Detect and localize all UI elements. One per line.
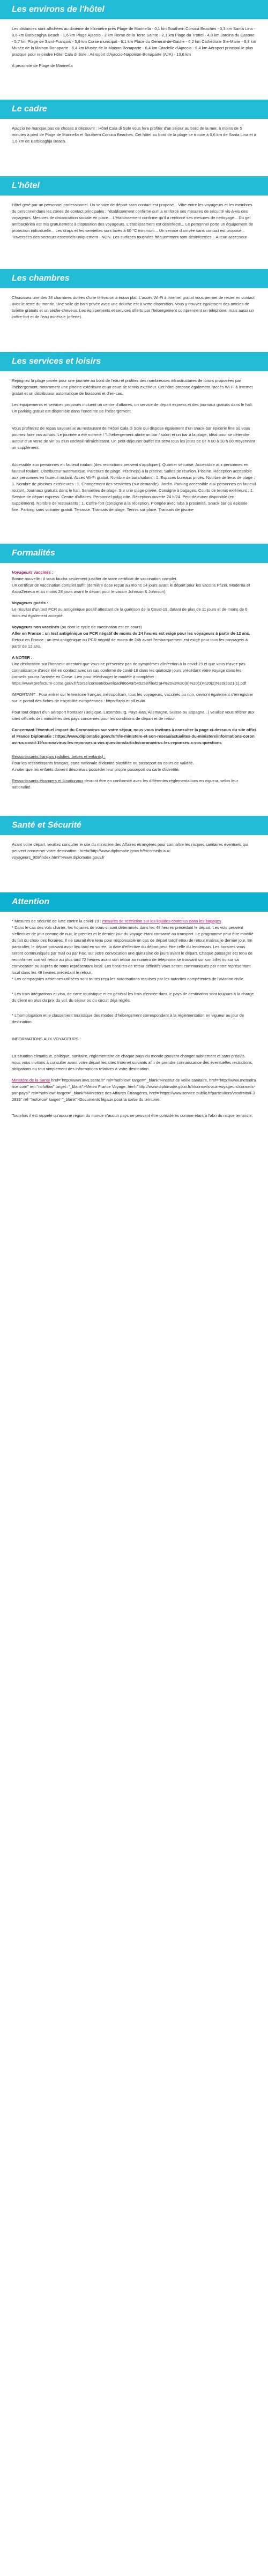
note-heading: A NOTER : (12, 655, 33, 660)
hotel-text: Hôtel géré par un personnel professionnel. Un service de départ sans contact est proposé... Vitre entre les voyageurs et les membres du personnel dans les zones de contact principales ; l'établissement confirme qu'il a renforcé ses mesures de sécurité vis-à-vis des voyageurs. Mesures de distanciation sociale en place... L'établissement confirme qu'il a renforcé ses mesures de nettoyage... Du gel antibactérien est mis gratuitement à disposition des voyageurs. L'établissement est désinfecté... Le personnel porte un équipement de protection individuelle... Les draps et les serviettes sont lavés à 60 °C minimum... Un service d'arrivée sans contact est proposé... Traversées des secteurs essentiels uniquement - NON. Les surfaces touchées fréquemment sont désinfectées... Aucun accesseur (12, 202, 254, 239)
section-environs (0, 19, 268, 79)
section-hotel (0, 196, 268, 251)
foreign-nationals-text: devront être en conformité avec les différentes réglementations en vigueur, selon leur nationalité. (12, 778, 238, 790)
section-title-hotel: L'hôtel (0, 176, 268, 196)
important-text: IMPORTANT : Pour entrer sur le territoire français métropolitain, tous les voyageurs, vaccinés ou non, devront également s'enregistrer sur le portail des fiches de traçabilité européennes : https://app.euplf.eu/#/ (12, 692, 254, 703)
vaccinated-text-2: Un certificat de vaccination complet suffit (dernière dose reçue au moins 14 jours avant le départ pour les vaccins Pfizer, Moderna et AstraZeneca et au moins 28 jours avant le départ pour le vaccin Johnson & Johnson). (12, 583, 250, 594)
terrorism-text: Toutefois il est rappelé qu'aucune région du monde n'aucun pays ne peuvent être considérés comme étant à l'abri du risque terroriste. (12, 1113, 253, 1118)
declaration-link[interactable]: https://www.prefecture-corse.gouv.fr/corse/content/download/86649/545258/file/DSH%20v3%20(8)%20(3)%20(2)%20(2021(1).pdf (12, 681, 247, 686)
services-text-3: Vous profiterez de repas savoureux au restaurant de l'Hôtel Cala di Sole qui dispose également d'un snack-bar épicerie fine où vous pourrez faire vos achats. Le journée a été nommé ! "L'hébergement abrite un bar / salon et un bar à la plage, idéal pour se détendre autour d'un verre de vin ou d'un cocktail rafraîchissant. Un petit-déjeuner buffet est servi tous les jours de 07 h 00 à 10 h 00 moyennant un supplément. (12, 426, 255, 450)
services-text-4: Accessible aux personnes en fauteuil roulant (des restrictions peuvent s'appliquer). Quartier sécurisé. Accessible aux personnes en fauteuil roulant. Distributeur automatique. Parcours de plage. Piscine(s) à la piscine. Salles de réunion. Piscine. Réception accessible aux personnes en fauteuil roulant. Accès Wi-Fi gratuit. Nombre de bars/salons : 1. Espaces bureaux privés. Nombre de lieux de plage : 1. Nombre de piscines extérieures : 1. Changement des serviettes (sur demande). Jardin. Parking accessible aux personnes en fauteuil roulant. Journaux gratuits dans le hall. Serviettes de plage. Sur une plage privée. Consigne à bagages. Courts de tennis extérieurs : 1. Service de départ express. Centre d'affaires. Personnel polyglotte. Réception ouverte 24 h/24. Petit-déjeuner disponible (en supplément). Nombre de restaurants : 1. Coffre-fort (consigne à la réception. Plongée avec tuba à proximité. Snack-bar où épicerie fine. Parking sans voiturier gratuit. Terrasse. Transats de plage. Tennis sur place. Transats de piscine (12, 462, 256, 512)
entry-fees-text: * Les trais intégrations et visa, de carte touristique et en général les frais d'entrée dans le pays de destination sont toujours à la charge du client en plus du prix du vol, du séjour ou du circuit déjà réglés. (12, 992, 254, 1003)
chambres-text: Choisissez une des 34 chambres dotées d'une télévision à écran plat. L'accès Wi-Fi à Internet gratuit vous permet de rester en contact avec le reste du monde. Une salle de bain privée avec une douche est à votre disposition. Vous y trouvez également des articles de toilette gratuits et un sèche-cheveux. Les équipements et services offerts par l'hébergement comprennent un téléphone, mais aussi un coffre-fort et de l'eau minérale (offerte). (12, 295, 255, 319)
section-title-cadre: Le cadre (0, 100, 268, 119)
section-formalites (0, 563, 268, 801)
section-title-formalites: Formalités (0, 544, 268, 563)
section-sante (0, 835, 268, 871)
border-airport-text: Pour tout départ d'un aéroport frontalier (Belgique, Luxembourg, Pays-Bas, Allemagne, Suisse ou Espagne...) veuillez vous référer aux sites officiels des ministères des pays concernés pour les conditions de départ et de retour. (12, 710, 255, 721)
section-title-attention: Attention (0, 892, 268, 912)
charter-flights-text: * Dans le cas des vols charter, les horaires de vous-ci sont déterminés dans les 48 heures précédant le départ. Les vols peuvent s'effectuer de jour comme de nuit, le premier et le dernier jour du voyage étant consacré au transport. Le programme peut être modifié du fait du choix des horaires. Il ne saurait être tenu pour responsable en cas de départ tardif et/ou de retour matinal le dernier jour. En particulier, le départ pouvant avoir lieu tard en soirée, la date d'effective du départ peut être celle du lendemain. Les horaires vous seront communiqués par mail ou par Fax, sur votre convocation une quinzaine de jours avant le départ. Chaque passager est tenu de reconfirmer son vol retour au plus tard 72 heures avant son retour au numéro de téléphone se trouvant sur son billet ou sur sa convocation ou auprès de notre représentant local. Les horaires de retour définitifs vous seront communiqués par notre représentant local dans les 48 heures précédant le retour. (12, 925, 254, 975)
section-services (0, 371, 268, 523)
consult-sites-text: nous vous invitons à consulter avant votre départ les sites Internet suivants afin de prendre connaissance des éventuelles restrictions, obligations ou tout simplement des informations relatives à votre destination. (12, 1060, 253, 1071)
unvaccinated-note: (ou dont le cycle de vaccination est en cours) (59, 625, 142, 629)
useful-links-text: href="http://www.invs.sante.fr" rel="nofollow" target="_blank">Institut de veille sanitaire, href="http://www.meteofrance.com" rel="nofollow" target="_blank">Météo France Voyage, href="http://www.diplomatie.gouv.fr/fr/conseils-aux-voyageurs/conseils-par-pays/" rel="nofollow" target="_blank">Ministère des Affaires Étrangères, href="https://www.service-public.fr/particuliers/vosdroits/F32833" rel="nofollow" target="_blank">Documents légaux pour la sortie du territoire. (12, 1078, 256, 1102)
unvaccinated-return: Retour en France : un test antigénique ou PCR négatif de moins de 24h avant l'embarquement est exigé pour tous les passagers à partir de 12 ans. (12, 637, 248, 649)
classification-text: * L'homologation et le classement touristique des modes d'hébergement correspondent à la réglementation en vigueur au jour de destination. (12, 1013, 244, 1024)
section-attention (0, 912, 268, 1129)
declaration-text: Une déclaration sur l'honneur attestant que vous ne présentez pas de symptômes d'infection à la covid-19 et que vous n'avez pas connaissance d'avoir été en contact avec un cas confirmé de covid-19 dans les quatorze jours précédant votre voyage dans les conseils pourra l'arrivée en Corse. Lien pour télécharger le modèle à compléter : (12, 662, 245, 679)
liquids-restriction-link[interactable]: mesures de restriction sur les liquides contenus dans les bagages (102, 919, 221, 923)
coronavirus-info: Concernant l'éventuel impact du Coronavirus sur votre séjour, nous vous invitons à consulter la page ci-dessous du site officiel France Diplomatie : https://www.diplomatie.gouv.fr/fr/le-ministere-et-son-reseau/actualites-du-ministere/informations-coronavirus-covid-19/coronavirus-les-reponses-a-vos-questions/article/coronavirus-les-reponses-a-vos-questions (12, 727, 256, 745)
section-title-services: Les services et loisirs (0, 352, 268, 371)
children-id-text: A noter que les enfants doivent désormais posséder leur propre passeport ou carte d'identité. (12, 767, 180, 772)
situation-text: La situation climatique, politique, sanitaire, réglementaire de chaque pays du monde pouvant changer subitement et sans préavis. (12, 1054, 246, 1058)
section-title-chambres: Les chambres (0, 269, 268, 288)
french-nationals-heading: Ressortissants français (adultes, bébés et enfants) : (12, 754, 106, 759)
health-ministry-link[interactable]: Ministère de la Santé (12, 1078, 50, 1083)
vaccinated-text: Bonne nouvelle : il vous faudra seulement justifier de votre certificat de vaccination complet. (12, 576, 177, 581)
section-chambres (0, 288, 268, 331)
recovered-text: Le résultat d'un test PCR ou antigénique positif attestant de la guérison de la Covid-19, datant de plus de 11 jours et de moins de 6 mois est également accepté. (12, 607, 248, 618)
section-cadre (0, 119, 268, 155)
airlines-text: * Les compagnies aériennes utilisées sont toutes reçu les autorisations requises par les autorités compétentes de l'aviation civile. (12, 977, 245, 981)
cadre-text: Ajaccio ne manque pas de choses à découvrir : Hôtel Cala di Sole vous fera profiter d'un séjour au bord de la mer, à moins de 5 minutes à pied de Plage de Marinella et Southern Corsica Beaches. Cet hôtel au bord de la plage se trouve à 0,6 km de Santa Lina et à 1,6 km de Barbicaghja Beach. (12, 126, 256, 144)
section-title-environs: Les environs de l'hôtel (0, 0, 268, 19)
recovered-heading: Voyageurs guéris : (12, 600, 48, 605)
services-text-1: Rejoignez la plage privée pour une journée au bord de l'eau et profitez des nombreuses infrastructures de loisirs proposées par l'hébergement, notamment une piscine extérieure et un court de tennis extérieur. Cet hôtel propose également l'accès Wi-Fi à Internet gratuit et un distributeur automatique de boissons et d'en-cas. (12, 378, 253, 396)
environs-distances: Les distances sont affichées au dixième de kilomètre près Plage de Marinella - 0,1 km Southern Corsica Beaches - 0,3 km Santa Lina - 0,6 km Barbicaghja Beach - 1,6 km Plage Ajaccio - 2 km Rome de la Terre Sainte - 2,1 km Plage du Trottel - 4,8 km Jardins du Casone - 5,7 km Plage de Saint-François - 5,9 km Corse municipal - 6,1 km Place du Général-de-Gaulle - 6,2 km Cathédrale Ste-Marie - 6,3 km Musée de la Maison Bonaparte - 6,4 km Musée de la Maison Bonaparte - 6,4 km Citadelle d'Ajaccio - 6,4 km Aéroport principal le plus pratique pour rejoindre Hôtel Cala di Sole : Aéroport d'Ajaccio-Napoleon-Bonaparte (AJA) - 13,6 km (12, 26, 256, 57)
french-nationals-text: Pour les ressortissants français, carte nationale d'identité plastifiée ou passeport en cours de validité. (12, 761, 194, 765)
security-measures-text: * Mesures de sécurité de lutte contre la covid-19 : (12, 919, 102, 923)
traveller-info-heading: INFORMATIONS AUX VOYAGEURS : (12, 1037, 81, 1041)
services-text-2: Les équipements et services proposés incluent un centre d'affaires, un service de départ express et des journaux gratuits dans le hall. Un parking gratuit est disponible dans l'enceinte de l'hébergement. (12, 402, 253, 414)
vaccinated-heading: Voyageurs vaccinés : (12, 570, 54, 575)
sante-text: Avant votre départ, veuillez consulter le site du ministère des Affaires étrangères pour connaître les risques sanitaires éventuels qui peuvent concerner votre destination : href="http://www.diplomatie.gouv.fr/fr/conseils-aux-voyageurs_909/index.html">www.diplomatie.gouv.fr (12, 842, 248, 860)
unvaccinated-outbound: Aller en France : un test antigénique ou PCR négatif de moins de 24 heures est exigé pour les voyageurs à partir de 12 ans. (12, 631, 250, 636)
section-title-sante: Santé et Sécurité (0, 816, 268, 835)
unvaccinated-heading: Voyageurs non vaccinés (12, 625, 59, 629)
environs-nearby: À proximité de Plage de Marinella (12, 63, 73, 68)
foreign-nationals-heading: Ressortissants étrangers et binationaux (12, 778, 84, 783)
